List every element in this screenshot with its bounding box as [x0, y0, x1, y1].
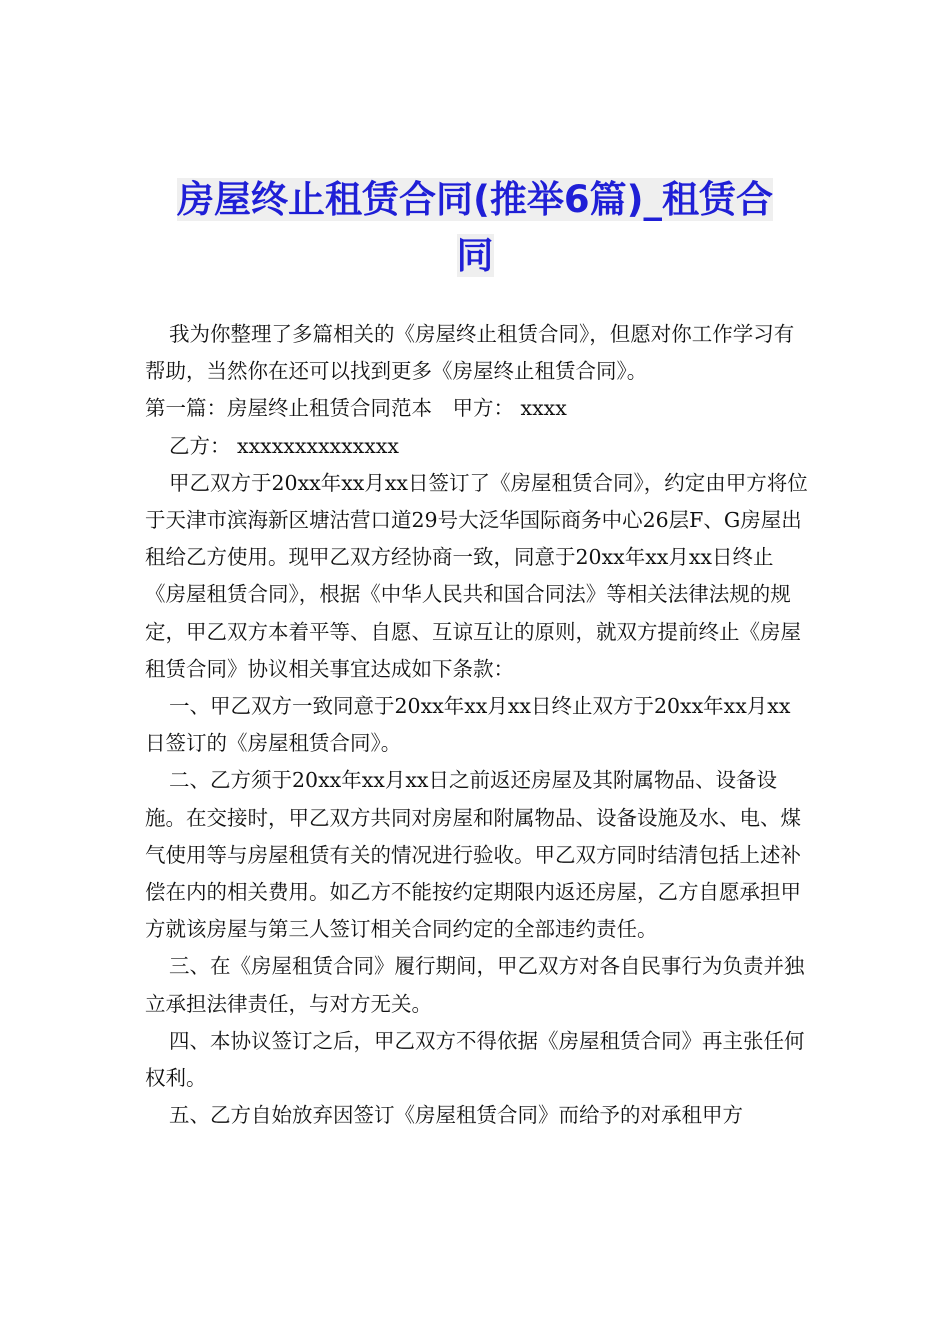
- clause-4: 四、本协议签订之后，甲乙双方不得依据《房屋租赁合同》再主张任何权利。: [145, 1028, 805, 1091]
- chapter-heading: 第一篇：房屋终止租赁合同范本 甲方： xxxx: [145, 396, 567, 421]
- title-line-1: 房屋终止租赁合同(推举6篇)_租赁合: [176, 178, 774, 221]
- document-body: [145, 316, 810, 1134]
- title-line-2: 同: [456, 234, 494, 277]
- clause-2: 二、乙方须于20xx年xx月xx日之前返还房屋及其附属物品、设备设施。在交接时，甲乙双方共同对房屋和附属物品、设备设施及水、电、煤气使用等与房屋租赁有关的情况进行验收。甲乙双方同时结清包括上述补偿在内的相关费用。如乙方不能按约定期限内返还房屋，乙方自愿承担甲方就该房屋与第三人签订相关合同约定的全部违约责任。: [145, 768, 801, 942]
- preamble-paragraph: 甲乙双方于20xx年xx月xx日签订了《房屋租赁合同》，约定由甲方将位于天津市滨海新区塘沽营口道29号大泛华国际商务中心26层F、G房屋出租给乙方使用。现甲乙双方经协商一致，同意于20xx年xx月xx日终止《房屋租赁合同》，根据《中华人民共和国合同法》等相关法律法规的规定，甲乙双方本着平等、自愿、互谅互让的原则，就双方提前终止《房屋租赁合同》协议相关事宜达成如下条款：: [145, 470, 808, 681]
- document-title: [150, 172, 800, 284]
- intro-paragraph: 我为你整理了多篇相关的《房屋终止租赁合同》，但愿对你工作学习有帮助，当然你在还可以找到更多《房屋终止租赁合同》。: [145, 322, 795, 384]
- party-b-line: 乙方： xxxxxxxxxxxxxx: [169, 433, 399, 458]
- clause-3: 三、在《房屋租赁合同》履行期间，甲乙双方对各自民事行为负责并独立承担法律责任，与对方无关。: [145, 954, 805, 1016]
- clause-5: 五、乙方自始放弃因签订《房屋租赁合同》而给予的对承租甲方: [169, 1103, 743, 1128]
- clause-1: 一、甲乙双方一致同意于20xx年xx月xx日终止双方于20xx年xx月xx日签订的《房屋租赁合同》。: [145, 694, 791, 756]
